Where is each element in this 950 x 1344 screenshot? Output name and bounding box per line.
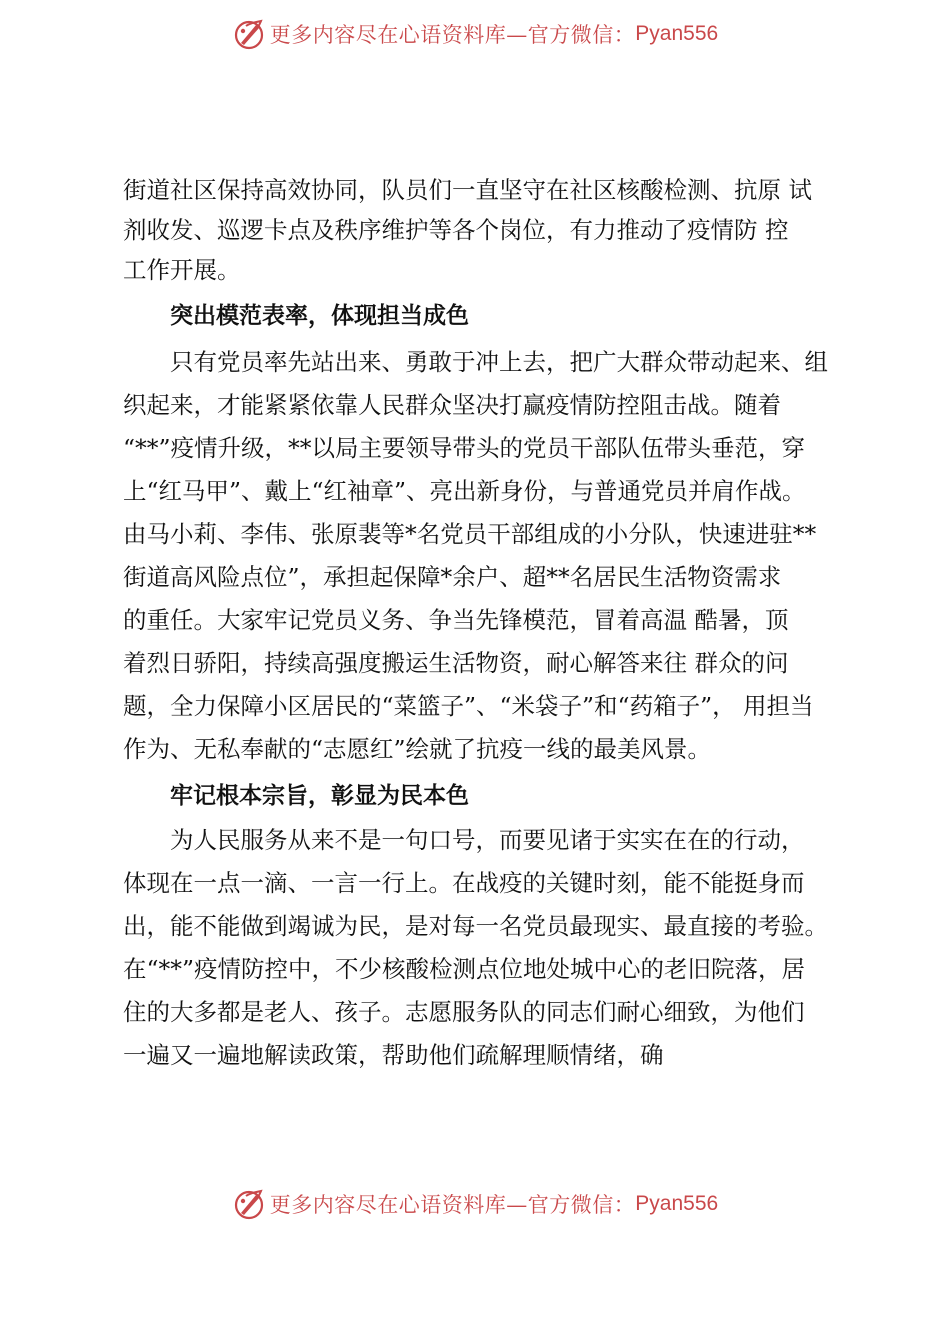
footer-watermark [0, 1184, 950, 1224]
quill-logo-icon [232, 17, 266, 51]
paragraph-line: 剂收发、巡逻卡点及秩序维护等各个岗位，有力推动了疫情防 控 [123, 216, 789, 244]
paragraph-line: 工作开展。 [123, 256, 241, 284]
paragraph-line: 织起来，才能紧紧依靠人民群众坚决打赢疫情防控阻击战。随着 [123, 391, 781, 419]
paragraph-line: 街道高风险点位”，承担起保障*余户、超**名居民生活物资需求 [123, 563, 782, 591]
paragraph-line: 的重任。大家牢记党员义务、争当先锋模范，冒着高温 酷暑，顶 [123, 606, 789, 634]
paragraph-line: 街道社区保持高效协同，队员们一直坚守在社区核酸检测、抗原 试 [123, 176, 812, 204]
quill-logo-icon [232, 1187, 266, 1221]
paragraph-line: 为人民服务从来不是一句口号，而要见诸于实实在在的行动， [170, 826, 805, 854]
paragraph-line: 题，全力保障小区居民的“菜篮子”、“米袋子”和“药箱子”， 用担当 [123, 692, 814, 720]
paragraph-line: 体现在一点一滴、一言一行上。在战疫的关键时刻，能不能挺身而 [123, 869, 805, 897]
paragraph-line: 一遍又一遍地解读政策，帮助他们疏解理顺情绪，确 [123, 1041, 664, 1069]
paragraph-line: 住的大多都是老人、孩子。志愿服务队的同志们耐心细致，为他们 [123, 998, 805, 1026]
footer-watermark-text: 更多内容尽在心语资料库—官方微信： [269, 1193, 636, 1217]
paragraph-line: 着烈日骄阳，持续高强度搬运生活物资，耐心解答来往 群众的问 [123, 649, 789, 677]
paragraph-line: 上“红马甲”、戴上“红袖章”、亮出新身份，与普通党员并肩作战。 [123, 477, 806, 505]
header-watermark-text: 更多内容尽在心语资料库—官方微信： [269, 23, 636, 47]
paragraph-line: 作为、无私奉献的“志愿红”绘就了抗疫一线的最美风景。 [123, 735, 712, 763]
header-watermark [0, 14, 950, 54]
paragraph-line: “**”疫情升级，**以局主要领导带头的党员干部队伍带头垂范，穿 [123, 434, 806, 462]
section-heading: 突出模范表率，体现担当成色 [170, 303, 469, 329]
paragraph-line: 只有党员率先站出来、勇敢于冲上去，把广大群众带动起来、组 [170, 348, 828, 376]
header-wechat-id: Pyan556 [635, 22, 719, 45]
paragraph-line: 由马小莉、李伟、张原裴等*名党员干部组成的小分队，快速进驻** [123, 520, 817, 548]
footer-wechat-id: Pyan556 [635, 1192, 719, 1215]
section-heading: 牢记根本宗旨，彰显为民本色 [170, 783, 469, 809]
paragraph-line: 出，能不能做到竭诚为民，是对每一名党员最现实、最直接的考验。 [123, 912, 828, 940]
paragraph-line: 在“**”疫情防控中，不少核酸检测点位地处城中心的老旧院落，居 [123, 955, 806, 983]
